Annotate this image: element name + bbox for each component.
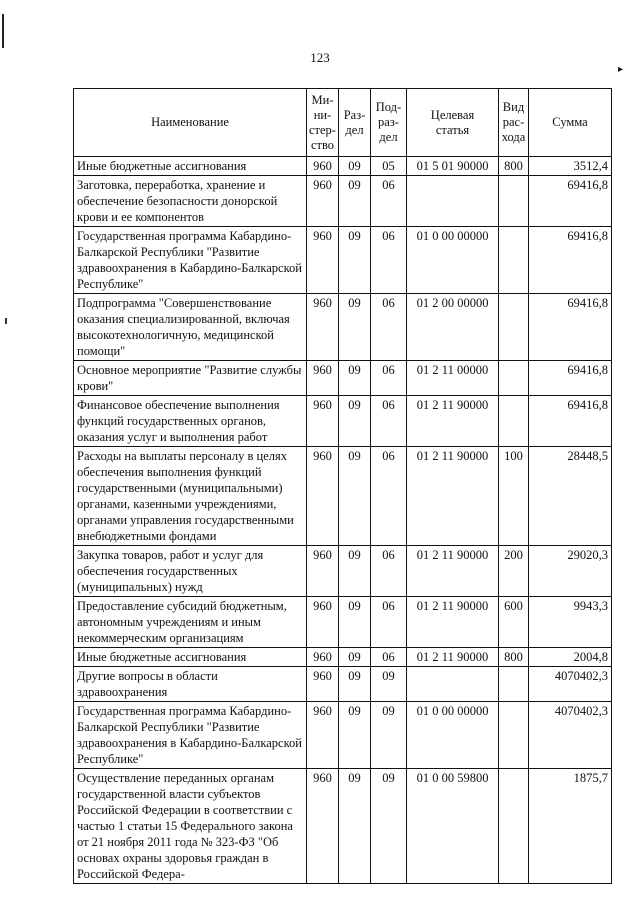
cell-name: Осуществление переданных органам государственной власти субъектов Российской Федерации в соответствии с частью 1 статьи 15 Федерального закона от 21 ноября 2011 года № 323-ФЗ "Об основах охраны здоровья граждан в Российской Федера- xyxy=(74,769,307,884)
table-body xyxy=(74,157,612,884)
cell-ministry: 960 xyxy=(307,157,339,176)
cell-target: 01 2 00 00000 xyxy=(407,294,499,361)
header-subsection: Под- раз- дел xyxy=(371,89,407,157)
header-expense-type: Вид рас- хода xyxy=(499,89,529,157)
table-row xyxy=(74,157,612,176)
cell-section: 09 xyxy=(339,667,371,702)
cell-ministry: 960 xyxy=(307,227,339,294)
cell-ministry: 960 xyxy=(307,447,339,546)
table-row xyxy=(74,227,612,294)
cell-name: Заготовка, переработка, хранение и обеспечение безопасности донорской крови и ее компонентов xyxy=(74,176,307,227)
cell-ministry: 960 xyxy=(307,667,339,702)
cell-target: 01 2 11 90000 xyxy=(407,546,499,597)
table-header-row xyxy=(74,89,612,157)
cell-section: 09 xyxy=(339,361,371,396)
cell-section: 09 xyxy=(339,648,371,667)
header-section: Раз- дел xyxy=(339,89,371,157)
budget-table xyxy=(73,88,612,884)
table-row xyxy=(74,447,612,546)
cell-name: Расходы на выплаты персоналу в целях обеспечения выполнения функций государственными (муниципальными) органами, казенными учреждениями, органами управления государственными внебюджетными фондами xyxy=(74,447,307,546)
cell-section: 09 xyxy=(339,157,371,176)
cell-section: 09 xyxy=(339,396,371,447)
cell-target: 01 2 11 90000 xyxy=(407,447,499,546)
cell-sum: 69416,8 xyxy=(529,227,612,294)
cell-target: 01 0 00 59800 xyxy=(407,769,499,884)
cell-expense-type: 800 xyxy=(499,648,529,667)
table-row xyxy=(74,648,612,667)
cell-section: 09 xyxy=(339,227,371,294)
table-row xyxy=(74,546,612,597)
table-row xyxy=(74,294,612,361)
cell-expense-type: 200 xyxy=(499,546,529,597)
cell-target xyxy=(407,667,499,702)
cell-subsection: 09 xyxy=(371,769,407,884)
cell-expense-type xyxy=(499,702,529,769)
cell-subsection: 06 xyxy=(371,176,407,227)
cell-subsection: 06 xyxy=(371,361,407,396)
page-number: 123 xyxy=(310,50,330,65)
cell-section: 09 xyxy=(339,597,371,648)
cell-sum: 69416,8 xyxy=(529,361,612,396)
table-row xyxy=(74,176,612,227)
scan-margin-tick xyxy=(5,318,7,324)
cell-sum: 4070402,3 xyxy=(529,702,612,769)
header-sum: Сумма xyxy=(529,89,612,157)
cell-name: Государственная программа Кабардино-Балкарской Республики "Развитие здравоохранения в Кабардино-Балкарской Республике" xyxy=(74,227,307,294)
cell-section: 09 xyxy=(339,176,371,227)
table-row xyxy=(74,702,612,769)
cell-sum: 69416,8 xyxy=(529,396,612,447)
cell-expense-type xyxy=(499,176,529,227)
cell-subsection: 06 xyxy=(371,597,407,648)
cell-name: Иные бюджетные ассигнования xyxy=(74,648,307,667)
table-row xyxy=(74,396,612,447)
cell-sum: 29020,3 xyxy=(529,546,612,597)
cell-target: 01 2 11 90000 xyxy=(407,648,499,667)
cell-subsection: 09 xyxy=(371,702,407,769)
cell-section: 09 xyxy=(339,702,371,769)
table-row xyxy=(74,597,612,648)
cell-expense-type xyxy=(499,769,529,884)
cell-target: 01 2 11 90000 xyxy=(407,597,499,648)
cell-subsection: 09 xyxy=(371,667,407,702)
cell-expense-type: 100 xyxy=(499,447,529,546)
cell-ministry: 960 xyxy=(307,294,339,361)
cell-ministry: 960 xyxy=(307,648,339,667)
cell-subsection: 06 xyxy=(371,447,407,546)
header-ministry: Ми- ни- стер- ство xyxy=(307,89,339,157)
cell-subsection: 06 xyxy=(371,648,407,667)
cell-ministry: 960 xyxy=(307,176,339,227)
cell-name: Государственная программа Кабардино-Балкарской Республики "Развитие здравоохранения в Кабардино-Балкарской Республике" xyxy=(74,702,307,769)
cell-sum: 4070402,3 xyxy=(529,667,612,702)
cell-name: Финансовое обеспечение выполнения функций государственных органов, оказания услуг и выполнения работ xyxy=(74,396,307,447)
cell-sum: 2004,8 xyxy=(529,648,612,667)
cell-expense-type xyxy=(499,667,529,702)
cell-expense-type: 800 xyxy=(499,157,529,176)
cell-name: Предоставление субсидий бюджетным, автономным учреждениям и иным некоммерческим организациям xyxy=(74,597,307,648)
scan-dot: ▸ xyxy=(618,64,624,75)
cell-name: Закупка товаров, работ и услуг для обеспечения государственных (муниципальных) нужд xyxy=(74,546,307,597)
cell-expense-type xyxy=(499,396,529,447)
cell-sum: 69416,8 xyxy=(529,294,612,361)
cell-expense-type: 600 xyxy=(499,597,529,648)
table-row xyxy=(74,769,612,884)
cell-subsection: 06 xyxy=(371,396,407,447)
cell-sum: 9943,3 xyxy=(529,597,612,648)
cell-target: 01 0 00 00000 xyxy=(407,702,499,769)
cell-sum: 3512,4 xyxy=(529,157,612,176)
cell-ministry: 960 xyxy=(307,702,339,769)
header-name: Наименование xyxy=(74,89,307,157)
cell-name: Подпрограмма "Совершенствование оказания специализированной, включая высокотехнологичную, медицинской помощи" xyxy=(74,294,307,361)
cell-section: 09 xyxy=(339,294,371,361)
cell-ministry: 960 xyxy=(307,597,339,648)
cell-subsection: 06 xyxy=(371,546,407,597)
cell-target: 01 5 01 90000 xyxy=(407,157,499,176)
header-target: Целевая статья xyxy=(407,89,499,157)
cell-section: 09 xyxy=(339,447,371,546)
cell-expense-type xyxy=(499,227,529,294)
cell-sum: 69416,8 xyxy=(529,176,612,227)
cell-subsection: 06 xyxy=(371,294,407,361)
table-row xyxy=(74,667,612,702)
scan-margin-mark xyxy=(2,14,4,48)
table-row xyxy=(74,361,612,396)
cell-ministry: 960 xyxy=(307,769,339,884)
cell-expense-type xyxy=(499,361,529,396)
cell-expense-type xyxy=(499,294,529,361)
cell-section: 09 xyxy=(339,546,371,597)
cell-target: 01 2 11 90000 xyxy=(407,396,499,447)
cell-subsection: 06 xyxy=(371,227,407,294)
cell-ministry: 960 xyxy=(307,396,339,447)
cell-name: Основное мероприятие "Развитие службы крови" xyxy=(74,361,307,396)
cell-ministry: 960 xyxy=(307,361,339,396)
cell-target xyxy=(407,176,499,227)
cell-section: 09 xyxy=(339,769,371,884)
cell-subsection: 05 xyxy=(371,157,407,176)
cell-target: 01 0 00 00000 xyxy=(407,227,499,294)
cell-name: Другие вопросы в области здравоохранения xyxy=(74,667,307,702)
cell-ministry: 960 xyxy=(307,546,339,597)
cell-sum: 1875,7 xyxy=(529,769,612,884)
cell-name: Иные бюджетные ассигнования xyxy=(74,157,307,176)
cell-target: 01 2 11 00000 xyxy=(407,361,499,396)
cell-sum: 28448,5 xyxy=(529,447,612,546)
